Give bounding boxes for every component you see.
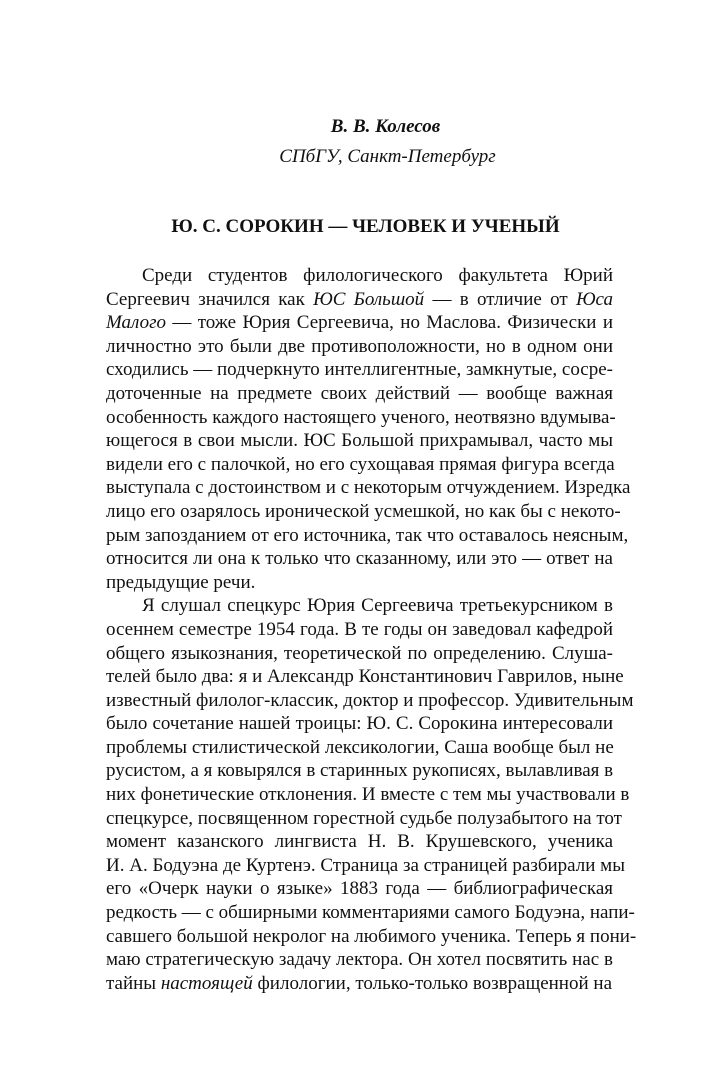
text-line: Я слушал спецкурс Юрия Сергеевича третьекурсником в <box>142 595 613 617</box>
text-line: предыдущие речи. <box>106 571 256 593</box>
text-line: рым запозданием от его источника, так что оставалось неясным, <box>106 524 629 546</box>
text-line: общего языкознания, теоретической по определению. Слуша- <box>106 642 613 664</box>
document-page <box>106 114 637 995</box>
text-line: русистом, а я ковырялся в старинных рукописях, вылавливая в <box>106 760 614 782</box>
text-line: Сергеевич значился как ЮС Большой — в отличие от Юса <box>106 288 613 310</box>
text-line: его «Очерк науки о языке» 1883 года — библиографическая <box>106 878 613 900</box>
text-line: особенность каждого настоящего ученого, неотвязно вдумыва- <box>106 406 616 428</box>
text-line: телей было два: я и Александр Константинович Гаврилов, ныне <box>106 666 624 688</box>
text-line: личностно это были две противоположности, но в одном они <box>106 335 613 357</box>
text-line: проблемы стилистической лексикологии, Саша вообще был не <box>106 736 614 758</box>
text-line: маю стратегическую задачу лектора. Он хотел посвятить нас в <box>106 949 613 971</box>
text-line: ющегося в свои мысли. ЮС Большой прихрамывал, часто мы <box>106 430 613 452</box>
text-line: момент казанского лингвиста Н. В. Крушевского, ученика <box>106 831 613 853</box>
text-line: Среди студентов филологического факультета Юрий <box>142 265 613 286</box>
text-line: лицо его озарялось иронической усмешкой, но как бы с некото- <box>106 500 621 522</box>
text-line: осеннем семестре 1954 года. В те годы он заведовал кафедрой <box>106 618 613 640</box>
text-line: видели его с палочкой, но его сухощавая прямая фигура всегда <box>106 453 615 475</box>
text-line: них фонетические отклонения. И вместе с тем мы участвовали в <box>106 784 630 806</box>
text-line: относится ли она к только что сказанному, или это — ответ на <box>106 548 613 570</box>
paragraph-1 <box>106 264 631 594</box>
text-line: тайны настоящей филологии, только-только возвращенной на <box>106 972 612 994</box>
text-line: выступала с достоинством и с некоторым отчуждением. Изредка <box>106 477 631 499</box>
paragraph-2 <box>106 594 637 995</box>
text-line: известный филолог-классик, доктор и профессор. Удивительным <box>106 689 634 711</box>
author-affiliation: СПбГУ, Санкт-Петербург <box>279 146 496 167</box>
author-name: В. В. Колесов <box>330 116 441 137</box>
text-line: спецкурсе, посвященном горестной судьбе полузабытого на тот <box>106 807 622 829</box>
text-line: Малого — тоже Юрия Сергеевича, но Маслова. Физически и <box>106 312 613 334</box>
text-line: редкость — с обширными комментариями самого Бодуэна, напи- <box>106 902 635 924</box>
text-line: савшего большой некролог на любимого ученика. Теперь я пони- <box>106 925 637 947</box>
text-line: было сочетание нашей троицы: Ю. С. Сорокина интересовали <box>106 713 613 735</box>
article-title: Ю. С. СОРОКИН — ЧЕЛОВЕК И УЧЕНЫЙ <box>171 216 560 237</box>
text-line: сходились — подчеркнуто интеллигентные, замкнутые, сосре- <box>106 359 613 381</box>
text-line: доточенные на предмете своих действий — вообще важная <box>106 382 613 404</box>
text-line: И. А. Бодуэна де Куртенэ. Страница за страницей разбирали мы <box>106 854 625 876</box>
